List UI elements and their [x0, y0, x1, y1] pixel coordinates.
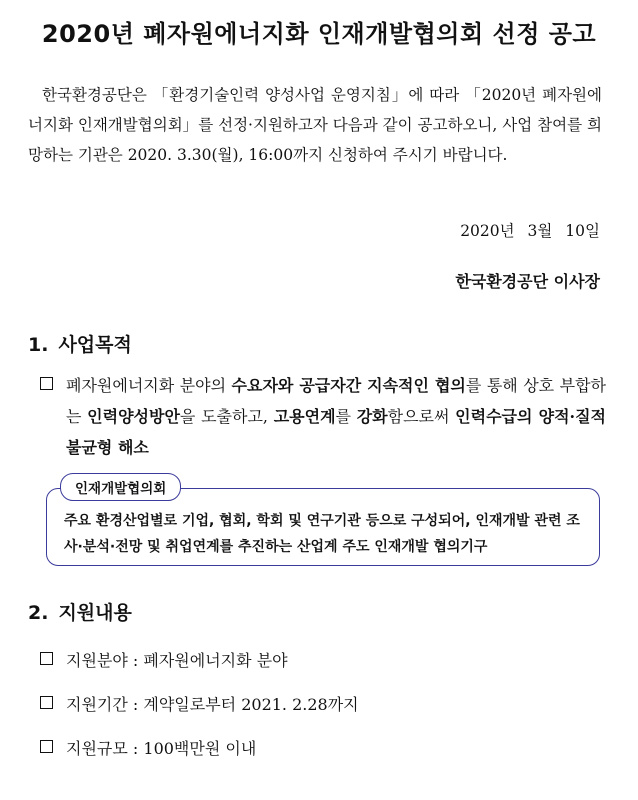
page-title: 2020년 폐자원에너지화 인재개발협의회 선정 공고 [41, 20, 597, 48]
bullet-text-part: 를 통해 상호 부합하는 [66, 376, 606, 426]
notice-date: 2020년 3월 10일 [460, 222, 600, 240]
support-item-scale [40, 736, 256, 759]
support-item-field [40, 648, 288, 671]
checkbox-bullet-icon [40, 377, 53, 390]
support-item-period [40, 692, 359, 715]
section-1-title: 사업목적 [58, 334, 132, 356]
bullet-text-part: 함으로써 [387, 407, 456, 426]
checkbox-bullet-icon [40, 652, 53, 665]
bullet-text-part: 를 [335, 407, 357, 426]
bullet-emphasis: 수요자와 공급자간 지속적인 협의 [231, 376, 466, 395]
section-1-bullet [40, 370, 606, 463]
bullet-text-part: 을 도출하고, [179, 407, 274, 426]
section-2-heading [28, 598, 132, 625]
section-1-number: 1. [28, 334, 49, 356]
bullet-emphasis: 인력양성방안 [87, 407, 180, 426]
support-item-text: 지원기간 : 계약일로부터 2021. 2.28까지 [66, 695, 359, 714]
section-1-bullet-text [66, 370, 606, 463]
checkbox-bullet-icon [40, 740, 53, 753]
definition-box-text: 주요 환경산업별로 기업, 협회, 학회 및 연구기관 등으로 구성되어, 인재개발 관련 조사·분석·전망 및 취업연계를 추진하는 산업계 주도 인재개발 협의기구 [64, 513, 580, 555]
checkbox-bullet-icon [40, 696, 53, 709]
bullet-emphasis: 강화 [356, 407, 388, 426]
bullet-text-part: 폐자원에너지화 분야의 [66, 376, 232, 395]
intro-paragraph: 한국환경공단은 「환경기술인력 양성사업 운영지침」에 따라 「2020년 폐자원에너지화 인재개발협의회」를 선정·지원하고자 다음과 같이 공고하오니, 사업 참여를 희망하는 기관은 2020. 3.30(월), 16:00까지 신청하여 주시기 바랍니다. [28, 86, 602, 164]
section-2-title: 지원내용 [58, 602, 132, 624]
section-2-number: 2. [28, 602, 49, 624]
signer: 한국환경공단 이사장 [455, 272, 600, 291]
definition-box-label: 인재개발협의회 [60, 473, 181, 501]
bullet-emphasis: 인력수급의 양적·질적 불균형 해소 [66, 407, 607, 457]
section-1-heading [28, 330, 132, 357]
support-item-text: 지원분야 : 폐자원에너지화 분야 [66, 651, 288, 670]
bullet-emphasis: 고용연계 [273, 407, 336, 426]
support-item-text: 지원규모 : 100백만원 이내 [66, 739, 257, 758]
